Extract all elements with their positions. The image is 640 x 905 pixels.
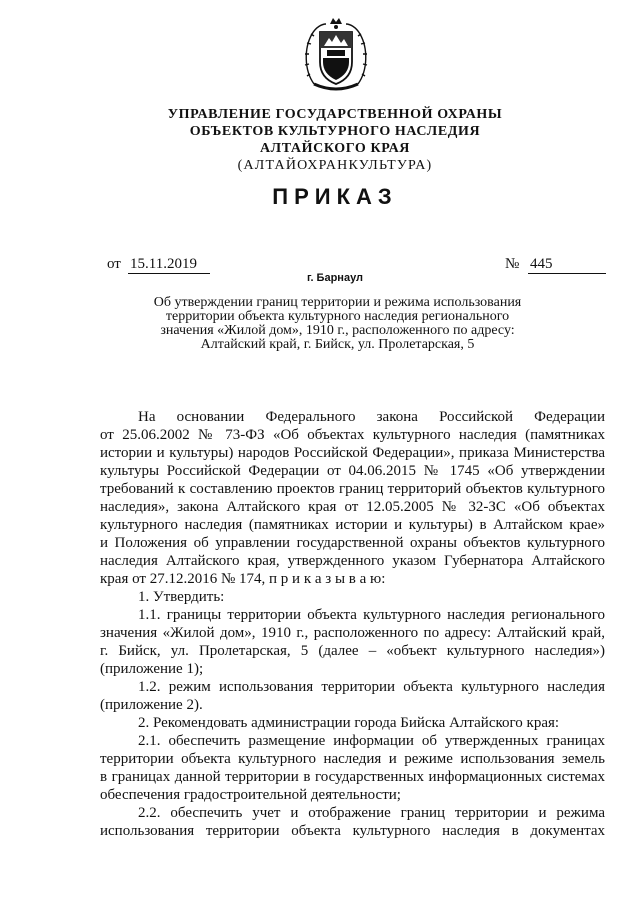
subject-line: значения «Жилой дом», 1910 г., расположенного по адресу: bbox=[160, 323, 515, 338]
body-line: 1. Утвердить: bbox=[138, 589, 225, 605]
body-line: требований к составлению проектов границ территорий объектов культурного bbox=[100, 481, 605, 497]
body-line: 2. Рекомендовать администрации города Бийска Алтайского края: bbox=[138, 715, 560, 731]
organization-name bbox=[100, 106, 570, 174]
body-line: (приложение 1); bbox=[100, 661, 204, 677]
org-line-2: ОБЪЕКТОВ КУЛЬТУРНОГО НАСЛЕДИЯ bbox=[189, 124, 481, 139]
body-line: значения «Жилой дом», 1910 г., расположенного по адресу: Алтайский край, bbox=[100, 625, 605, 641]
body-line: наследия», закона Алтайского края от 12.05.2005 № 32-ЗС «Об объектах bbox=[100, 499, 605, 515]
body-line: 2.2. обеспечить учет и отображение границ территории и режима bbox=[138, 805, 605, 821]
body-line: использования территории объекта культурного наследия в документах bbox=[100, 823, 605, 839]
body-line: культурного наследия (памятниках истории и культуры) в Алтайском крае» bbox=[100, 517, 605, 533]
body-line: 2.1. обеспечить размещение информации об утвержденных границах bbox=[138, 733, 605, 749]
number-prefix: № bbox=[505, 256, 520, 272]
body-line: обеспечения градостроительной деятельности; bbox=[100, 787, 401, 803]
org-abbreviation: (АЛТАЙОХРАНКУЛЬТУРА) bbox=[237, 158, 433, 173]
body-line: от 25.06.2002 № 73-ФЗ «Об объектах культурного наследия (памятниках bbox=[100, 427, 605, 443]
body-line: наследия Алтайского края, утвержденного указом Губернатора Алтайского bbox=[100, 553, 605, 569]
subject-line: Об утверждении границ территории и режима использования bbox=[153, 295, 522, 310]
order-number: 445 bbox=[528, 256, 606, 274]
body-line: 1.1. границы территории объекта культурного наследия регионального bbox=[138, 607, 605, 623]
document-title: ПРИКАЗ bbox=[272, 184, 398, 209]
body-line: 1.2. режим использования территории объекта культурного наследия bbox=[138, 679, 605, 695]
body-line: территории объекта культурного наследия и режиме использования земель bbox=[100, 751, 605, 767]
body-line: (приложение 2). bbox=[100, 697, 203, 713]
body-line: г. Бийск, ул. Пролетарская, 5 (далее – «объект культурного наследия») bbox=[100, 643, 605, 659]
body-line: истории и культуры) народов Российской Федерации», приказа Министерства bbox=[100, 445, 605, 461]
subject-line: Алтайский край, г. Бийск, ул. Пролетарская, 5 bbox=[200, 337, 475, 352]
org-line-1: УПРАВЛЕНИЕ ГОСУДАРСТВЕННОЙ ОХРАНЫ bbox=[167, 107, 503, 122]
body-line: культуры Российской Федерации от 04.06.2015 № 1745 «Об утверждении bbox=[100, 463, 605, 479]
order-date: 15.11.2019 bbox=[128, 256, 210, 274]
org-line-3: АЛТАЙСКОГО КРАЯ bbox=[259, 141, 411, 156]
altai-krai-coat-of-arms-icon bbox=[300, 14, 372, 96]
subject-line: территории объекта культурного наследия регионального bbox=[165, 309, 510, 324]
body-line: в границах данной территории в государственных информационных системах bbox=[100, 769, 605, 785]
date-prefix: от bbox=[107, 256, 121, 272]
order-subject bbox=[110, 296, 565, 352]
order-body bbox=[100, 408, 605, 840]
city-name: г. Барнаул bbox=[306, 272, 364, 284]
body-line: и Положения об управлении государственной охраны объектов культурного bbox=[100, 535, 605, 551]
body-line: края от 27.12.2016 № 174, п р и к а з ы в а ю: bbox=[100, 571, 386, 587]
body-line: На основании Федерального закона Российской Федерации bbox=[138, 409, 605, 425]
